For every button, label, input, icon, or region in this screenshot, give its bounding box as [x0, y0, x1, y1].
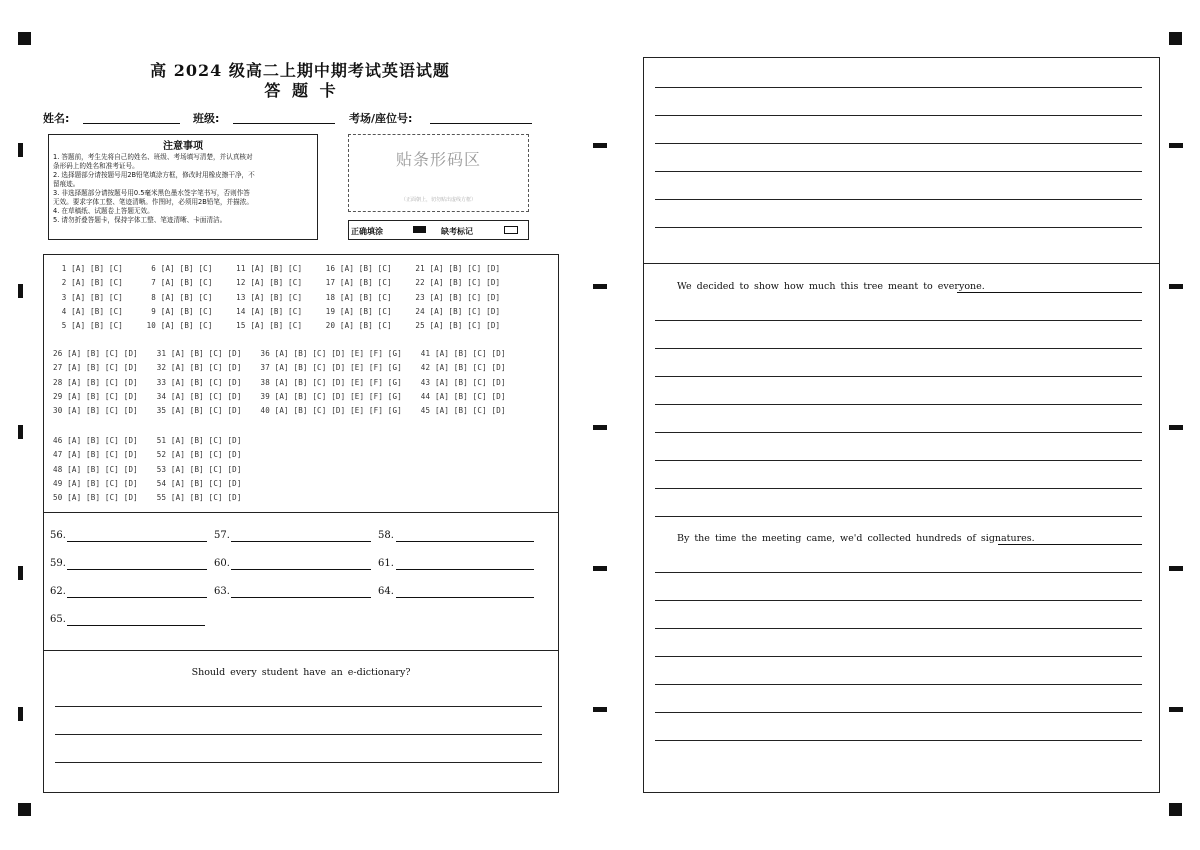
- room-seat-field[interactable]: [430, 123, 532, 124]
- writing-line[interactable]: [957, 292, 1142, 293]
- absent-mark-label: 缺考标记: [441, 227, 473, 236]
- writing-line[interactable]: [655, 488, 1142, 489]
- timing-mark: [593, 425, 607, 430]
- writing-line[interactable]: [655, 684, 1142, 685]
- correct-fill-sample: [413, 226, 426, 233]
- timing-mark: [593, 284, 607, 289]
- class-field[interactable]: [233, 123, 335, 124]
- timing-mark: [18, 707, 23, 721]
- timing-mark: [18, 143, 23, 157]
- room-seat-label: 考场/座位号:: [349, 112, 413, 125]
- continuation-writing-section: [643, 263, 1160, 793]
- answer-row[interactable]: 4 [A] [B] [C] 9 [A] [B] [C] 14 [A] [B] [C] 19 [A] [B] [C] 24 [A] [B] [C] [D]: [57, 306, 501, 316]
- blank-number: 61.: [378, 558, 394, 569]
- writing-line[interactable]: [655, 656, 1142, 657]
- blank-answer-line[interactable]: [67, 625, 205, 626]
- timing-mark: [1169, 143, 1183, 148]
- timing-mark: [593, 566, 607, 571]
- answer-row[interactable]: 2 [A] [B] [C] 7 [A] [B] [C] 12 [A] [B] [C] 17 [A] [B] [C] 22 [A] [B] [C] [D]: [57, 278, 501, 288]
- blank-answer-line[interactable]: [231, 597, 371, 598]
- name-label: 姓名:: [43, 112, 70, 125]
- notice-line: 2. 选择题部分请按题号用2B铅笔填涂方框，修改时用橡皮擦干净，不: [53, 171, 255, 179]
- blank-number: 58.: [378, 530, 394, 541]
- blank-answer-line[interactable]: [231, 569, 371, 570]
- class-label: 班级:: [193, 112, 220, 125]
- blank-number: 56.: [50, 530, 66, 541]
- notice-line: 无效。要求字体工整、笔迹清晰。作图时，必须用2B铅笔，并描浓。: [53, 198, 253, 206]
- writing-line[interactable]: [55, 762, 542, 763]
- writing-prompt: Should every student have an e-dictionary?: [191, 667, 411, 678]
- notice-line: 4. 在草稿纸、试题卷上答题无效。: [53, 207, 154, 215]
- writing-line[interactable]: [655, 740, 1142, 741]
- writing-line[interactable]: [655, 115, 1142, 116]
- barcode-note: （正面朝上，切勿贴出虚线方框）: [400, 197, 476, 203]
- writing-line[interactable]: [655, 404, 1142, 405]
- registration-mark: [1169, 32, 1182, 45]
- writing-line[interactable]: [655, 171, 1142, 172]
- timing-mark: [1169, 566, 1183, 571]
- registration-mark: [18, 32, 31, 45]
- absent-mark-checkbox[interactable]: [504, 226, 518, 234]
- registration-mark: [1169, 803, 1182, 816]
- writing-line[interactable]: [655, 628, 1142, 629]
- blank-answer-line[interactable]: [396, 597, 534, 598]
- notice-line: 条形码上的姓名和准考证号。: [53, 162, 139, 170]
- answer-row[interactable]: 5 [A] [B] [C] 10 [A] [B] [C] 15 [A] [B] [C] 20 [A] [B] [C] 25 [A] [B] [C] [D]: [57, 321, 501, 331]
- writing-line[interactable]: [655, 227, 1142, 228]
- answer-row[interactable]: 50 [A] [B] [C] [D] 55 [A] [B] [C] [D]: [53, 493, 242, 503]
- blank-answer-line[interactable]: [67, 597, 207, 598]
- writing-continuation-section: [643, 57, 1160, 264]
- blank-answer-line[interactable]: [67, 541, 207, 542]
- blank-answer-line[interactable]: [231, 541, 371, 542]
- blank-number: 60.: [214, 558, 230, 569]
- notice-title: 注意事项: [163, 141, 203, 152]
- writing-line[interactable]: [655, 199, 1142, 200]
- page-subtitle: 答 题 卡: [264, 81, 336, 100]
- timing-mark: [18, 284, 23, 298]
- fill-in-section: [43, 512, 559, 651]
- registration-mark: [18, 803, 31, 816]
- blank-number: 57.: [214, 530, 230, 541]
- writing-line[interactable]: [655, 432, 1142, 433]
- continuation-prompt: We decided to show how much this tree meant to everyone.: [677, 281, 985, 292]
- writing-line[interactable]: [655, 320, 1142, 321]
- answer-row[interactable]: 28 [A] [B] [C] [D] 33 [A] [B] [C] [D] 38 [A] [B] [C] [D] [E] [F] [G] 43 [A] [B] [C] [D]: [53, 377, 506, 387]
- barcode-area: [348, 134, 529, 212]
- writing-line[interactable]: [655, 516, 1142, 517]
- answer-row[interactable]: 3 [A] [B] [C] 8 [A] [B] [C] 13 [A] [B] [C] 18 [A] [B] [C] 23 [A] [B] [C] [D]: [57, 292, 501, 302]
- name-field[interactable]: [83, 123, 180, 124]
- answer-row[interactable]: 46 [A] [B] [C] [D] 51 [A] [B] [C] [D]: [53, 436, 242, 445]
- blank-answer-line[interactable]: [396, 569, 534, 570]
- writing-line[interactable]: [55, 734, 542, 735]
- blank-number: 63.: [214, 586, 230, 597]
- blank-number: 59.: [50, 558, 66, 569]
- answer-row[interactable]: 27 [A] [B] [C] [D] 32 [A] [B] [C] [D] 37 [A] [B] [C] [D] [E] [F] [G] 42 [A] [B] [C] [D]: [53, 363, 506, 373]
- answer-row[interactable]: 29 [A] [B] [C] [D] 34 [A] [B] [C] [D] 39 [A] [B] [C] [D] [E] [F] [G] 44 [A] [B] [C] [D]: [53, 391, 506, 401]
- page-title: 高 2024 级高二上期中期考试英语试题: [150, 61, 450, 80]
- notice-line: 3. 非选择题部分请按题号用0.5毫米黑色墨水签字笔书写，否则作答: [53, 189, 250, 197]
- writing-line[interactable]: [998, 544, 1142, 545]
- writing-line[interactable]: [655, 376, 1142, 377]
- continuation-prompt: By the time the meeting came, we'd collected hundreds of signatures.: [677, 533, 1035, 544]
- timing-mark: [18, 566, 23, 580]
- notice-box: [48, 134, 318, 240]
- barcode-label: 贴条形码区: [395, 150, 481, 169]
- writing-line[interactable]: [655, 87, 1142, 88]
- answer-row[interactable]: 30 [A] [B] [C] [D] 35 [A] [B] [C] [D] 40 [A] [B] [C] [D] [E] [F] [G] 45 [A] [B] [C] [D]: [53, 406, 506, 416]
- timing-mark: [593, 707, 607, 712]
- blank-number: 62.: [50, 586, 66, 597]
- answer-row[interactable]: 1 [A] [B] [C] 6 [A] [B] [C] 11 [A] [B] [C] 16 [A] [B] [C] 21 [A] [B] [C] [D]: [57, 264, 501, 273]
- writing-line[interactable]: [655, 712, 1142, 713]
- timing-mark: [18, 425, 23, 439]
- answer-row[interactable]: 49 [A] [B] [C] [D] 54 [A] [B] [C] [D]: [53, 478, 242, 488]
- answer-row[interactable]: 26 [A] [B] [C] [D] 31 [A] [B] [C] [D] 36 [A] [B] [C] [D] [E] [F] [G] 41 [A] [B] [C] [D]: [53, 349, 506, 358]
- fill-legend: [348, 220, 529, 240]
- answer-row[interactable]: 48 [A] [B] [C] [D] 53 [A] [B] [C] [D]: [53, 464, 242, 474]
- correct-fill-label: 正确填涂: [351, 227, 383, 236]
- answer-row[interactable]: 47 [A] [B] [C] [D] 52 [A] [B] [C] [D]: [53, 450, 242, 460]
- blank-number: 65.: [50, 614, 66, 625]
- blank-answer-line[interactable]: [396, 541, 534, 542]
- writing-line[interactable]: [655, 348, 1142, 349]
- timing-mark: [1169, 425, 1183, 430]
- notice-line: 1. 答题前，考生先将自己的姓名、班级、考场填写清楚，并认真核对: [53, 153, 253, 161]
- timing-mark: [1169, 284, 1183, 289]
- timing-mark: [593, 143, 607, 148]
- notice-line: 留痕迹。: [53, 180, 80, 188]
- blank-number: 64.: [378, 586, 394, 597]
- writing-line[interactable]: [655, 572, 1142, 573]
- writing-line[interactable]: [655, 460, 1142, 461]
- notice-line: 5. 请勿折叠答题卡，保持字体工整、笔迹清晰、卡面清洁。: [53, 216, 227, 224]
- writing-line[interactable]: [655, 600, 1142, 601]
- blank-answer-line[interactable]: [67, 569, 207, 570]
- writing-line[interactable]: [655, 143, 1142, 144]
- writing-line[interactable]: [55, 706, 542, 707]
- timing-mark: [1169, 707, 1183, 712]
